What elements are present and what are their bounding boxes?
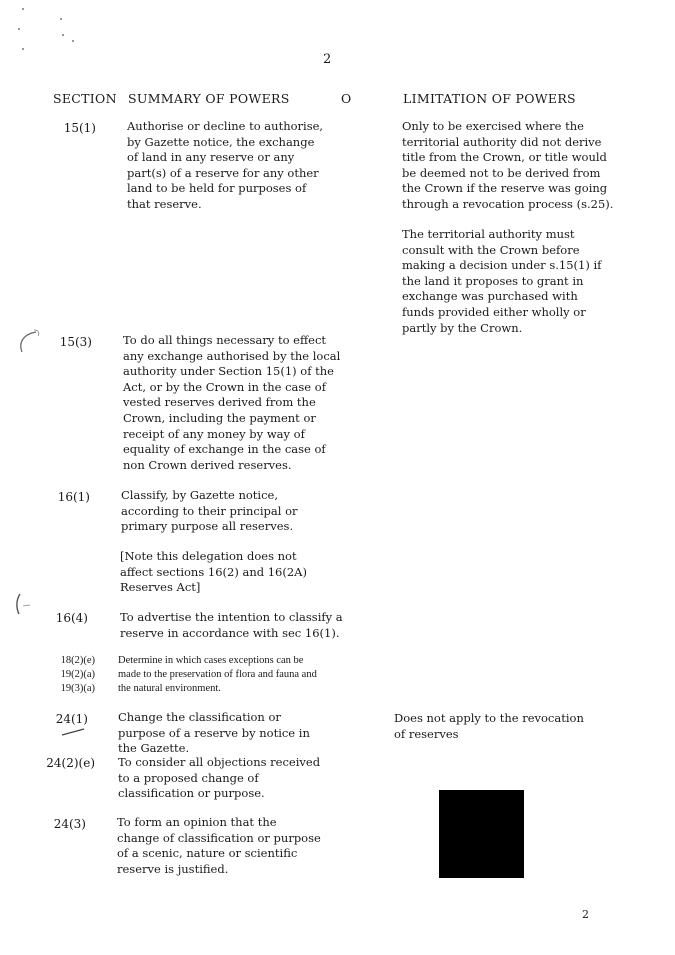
power-summary: Authorise or decline to authorise, by Gazette notice, the exchange of land in any reserve or any part(s) of a reserve for any other land to be held for purposes of that reserve.	[127, 119, 324, 211]
section-number: 16(1)	[57, 490, 90, 504]
section-number: 19(3)(a)	[60, 683, 95, 694]
scan-speck	[22, 8, 24, 10]
pen-tick-mark	[60, 727, 88, 737]
header-summary: SUMMARY OF POWERS	[128, 91, 290, 106]
power-summary: To form an opinion that the change of classification or purpose of a scenic, nature or scientific reserve is justified.	[117, 815, 321, 876]
section-number: 15(1)	[63, 121, 96, 135]
header-section: SECTION	[53, 91, 117, 106]
power-summary: Change the classification or purpose of a reserve by notice in the Gazette.	[118, 710, 310, 756]
section-number: 24(1)	[55, 712, 88, 726]
section-number: 24(3)	[53, 817, 86, 831]
scan-speck	[72, 40, 74, 42]
section-number: 16(4)	[55, 611, 88, 625]
power-summary: To consider all objections received to a proposed change of classification or purpose.	[118, 755, 321, 801]
power-limitation: Does not apply to the revocation of reserves	[394, 711, 584, 741]
page-number-top: 2	[323, 52, 332, 67]
header-circle-mark: O	[341, 91, 352, 106]
delegation-note: [Note this delegation does not affect sections 16(2) and 16(2A) Reserves Act]	[120, 549, 307, 595]
section-number: 18(2)(e)	[60, 655, 95, 666]
power-limitation: Only to be exercised where the territorial authority did not derive title from the Crown, or title would be deemed not to be derived from the Crown if the reserve was going through a revocation process (s.25).	[402, 119, 614, 211]
power-limitation: The territorial authority must consult with the Crown before making a decision under s.15(1) if the land it proposes to grant in exchange was purchased with funds provided either wholly or partly by the Crown.	[402, 227, 602, 335]
redaction-block	[439, 790, 524, 878]
power-summary: To do all things necessary to effect any exchange authorised by the local authority under Section 15(1) of the Act, or by the Crown in the case of vested reserves derived from the Crown, including the payment or receipt of any money by way of equality of exchange in the case of non Crown derived reserves.	[123, 333, 341, 472]
power-summary: To advertise the intention to classify a reserve in accordance with sec 16(1).	[120, 610, 343, 640]
header-limitation: LIMITATION OF POWERS	[403, 91, 576, 106]
page-number-bottom: 2	[582, 908, 589, 921]
scan-speck	[60, 18, 62, 20]
power-summary: Determine in which cases exceptions can be made to the preservation of flora and fauna and the natural environment.	[118, 655, 317, 694]
scan-speck	[62, 34, 64, 36]
scan-speck	[22, 48, 24, 50]
section-number: 15(3)	[59, 335, 92, 349]
power-summary: Classify, by Gazette notice, according to their principal or primary purpose all reserves.	[121, 488, 298, 534]
scan-speck	[18, 28, 20, 30]
section-number: 24(2)(e)	[46, 756, 95, 770]
section-number: 19(2)(a)	[60, 669, 95, 680]
section-number-list	[36, 654, 95, 696]
